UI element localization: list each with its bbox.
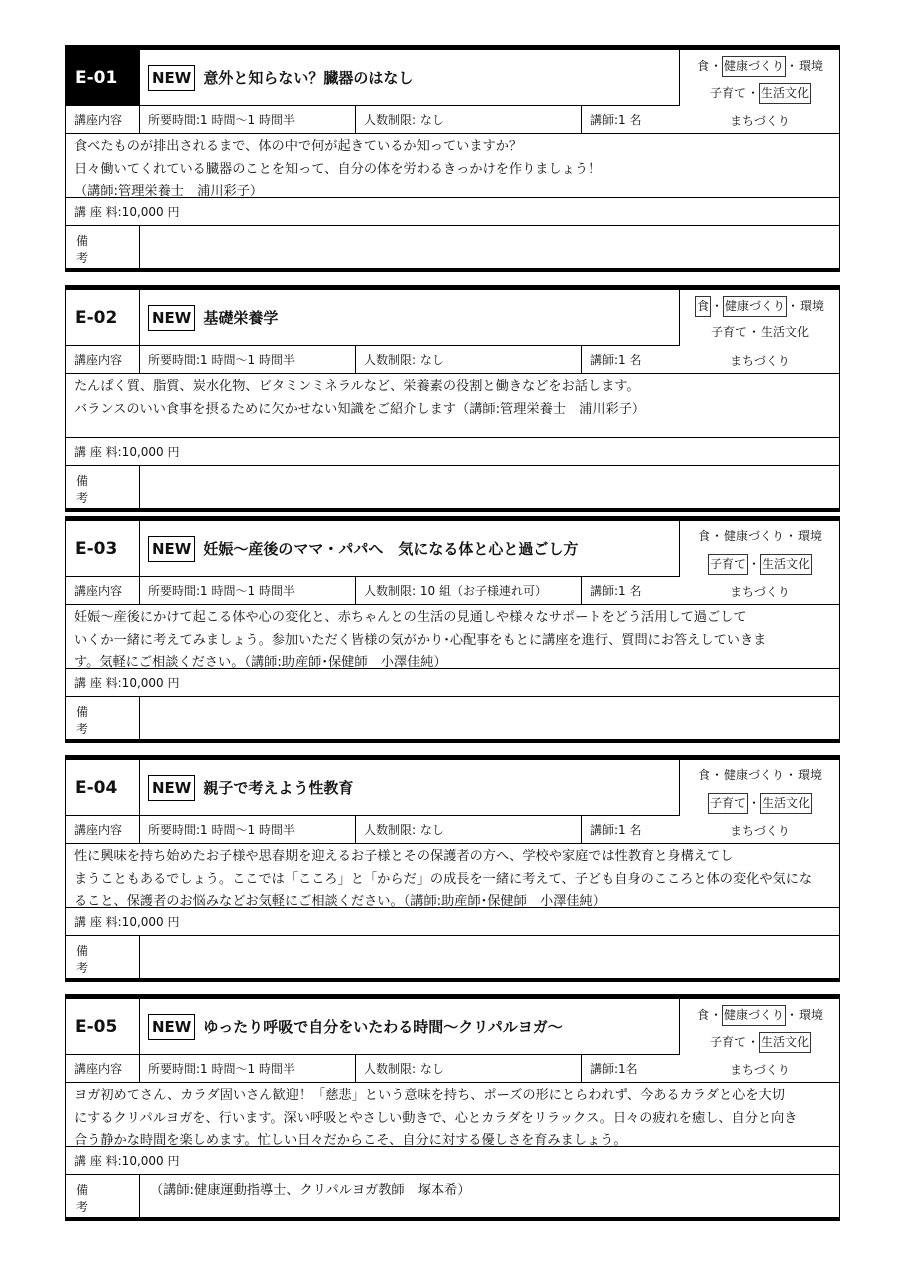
- category-tag-env: 環境: [800, 299, 825, 313]
- capacity: 人数制限: なし: [356, 106, 582, 133]
- category-separator: ・: [709, 1008, 722, 1022]
- title-cell: [140, 521, 680, 577]
- duration: 所要時間:1 時間～1 時間半: [140, 577, 356, 604]
- content-label: 講座内容: [66, 106, 140, 133]
- category-line: [680, 83, 840, 104]
- category-line: [680, 56, 840, 77]
- course-code: E-05: [66, 999, 140, 1055]
- description-line: （講師:管理栄養士 浦川彩子）: [74, 184, 264, 199]
- category-line: [680, 1061, 840, 1080]
- description-line: にするクリパルヨガを、行います。深い呼吸とやさしい動きで、心とカラダをリラックス。日々の疲れを癒し、自分と向き: [74, 1110, 798, 1126]
- duration: 所要時間:1 時間～1 時間半: [140, 346, 356, 373]
- category-line: [680, 352, 840, 371]
- course-description: [66, 1083, 839, 1147]
- info-row: [66, 346, 680, 374]
- new-badge: NEW: [148, 775, 195, 801]
- category-line: [680, 323, 840, 342]
- course-card: [65, 45, 840, 272]
- fee-value: :10,000 円: [117, 676, 180, 690]
- category-tag-env: 環境: [799, 1008, 824, 1022]
- course-description: [66, 374, 839, 438]
- description-line: たんぱく質、脂質、炭水化物、ビタミンミネラルなど、栄養素の役割と働きなどをお話します。: [74, 379, 640, 394]
- duration: 所要時間:1 時間～1 時間半: [140, 106, 356, 133]
- course-description: [66, 844, 839, 908]
- description-line: 合う静かな時間を楽しめます。忙しい日々だからこそ、自分に対する優しさを育みましょう。: [74, 1133, 627, 1148]
- category-panel: [680, 290, 840, 374]
- category-line: [680, 554, 840, 575]
- category-tag-food: 食: [697, 529, 710, 543]
- fee-value: :10,000 円: [117, 1154, 180, 1168]
- fee-label: 講 座 料: [74, 445, 118, 459]
- content-label: 講座内容: [66, 346, 140, 373]
- fee-value: :10,000 円: [117, 445, 180, 459]
- course-code: E-01: [66, 50, 140, 106]
- category-tag-culture: 生活文化: [759, 83, 811, 104]
- category-tag-food: 食: [697, 768, 710, 782]
- category-separator: ・: [710, 299, 723, 313]
- category-tag-child: 子育て: [709, 86, 746, 100]
- lecturer-count: 講師:1 名: [590, 823, 642, 837]
- new-badge: NEW: [148, 305, 195, 331]
- fee-row: [66, 908, 839, 936]
- category-tag-food: 食: [696, 1008, 709, 1022]
- duration: 所要時間:1 時間～1 時間半: [140, 1055, 356, 1082]
- note-row: [66, 1175, 839, 1221]
- category-tag-culture: 生活文化: [760, 793, 812, 814]
- category-tag-health: 健康づくり: [723, 768, 784, 782]
- course-description: [66, 134, 839, 198]
- category-line: [680, 583, 840, 602]
- category-tag-child: 子育て: [709, 1035, 746, 1049]
- capacity: 人数制限: なし: [356, 816, 582, 843]
- fee-row: [66, 1147, 839, 1175]
- lecturer-count: 講師:1名: [590, 1062, 638, 1076]
- description-line: 日々働いてくれている臓器のことを知って、自分の体を労わるきっかけを作りましょう！: [74, 161, 602, 177]
- note-row: [66, 226, 839, 272]
- course-code: E-02: [66, 290, 140, 346]
- lecturer-count: 講師:1 名: [590, 353, 642, 367]
- category-tag-culture: 生活文化: [761, 325, 810, 339]
- note-label: 備 考: [66, 226, 140, 272]
- category-tag-health: 健康づくり: [722, 1005, 786, 1026]
- note-row: [66, 466, 839, 512]
- category-panel: [680, 999, 840, 1083]
- description-line: 妊娠～産後にかけて起こる体や心の変化と、赤ちゃんとの生活の見通しや様々なサポートをどう活用して過ごして: [74, 610, 747, 625]
- info-row: [66, 1055, 680, 1083]
- capacity: 人数制限: なし: [356, 1055, 582, 1082]
- course-card: [65, 516, 840, 743]
- category-tag-health: 健康づくり: [723, 296, 787, 317]
- course-code: E-03: [66, 521, 140, 577]
- note-label: 備 考: [66, 697, 140, 743]
- content-label: 講座内容: [66, 1055, 140, 1082]
- category-separator: ・: [747, 557, 760, 571]
- category-separator: ・: [746, 86, 759, 100]
- category-tag-health: 健康づくり: [723, 529, 784, 543]
- category-tag-town: まちづくり: [730, 824, 790, 838]
- course-title: 妊娠～産後のママ・パパへ 気になる体と心と過ごし方: [203, 540, 579, 558]
- content-label: 講座内容: [66, 577, 140, 604]
- title-cell: [140, 999, 680, 1055]
- category-tag-env: 環境: [798, 529, 823, 543]
- category-separator: ・: [709, 59, 722, 73]
- course-title: 親子で考えよう性教育: [203, 779, 354, 797]
- fee-row: [66, 198, 839, 226]
- note-label: 備 考: [66, 1175, 140, 1221]
- category-tag-culture: 生活文化: [759, 1032, 811, 1053]
- capacity: 人数制限: なし: [356, 346, 582, 373]
- category-tag-env: 環境: [799, 59, 824, 73]
- category-tag-health: 健康づくり: [722, 56, 786, 77]
- description-line: バランスのいい食事を摂るために欠かせない知識をご紹介します（講師:管理栄養士 浦川彩子）: [74, 401, 646, 417]
- course-code: E-04: [66, 760, 140, 816]
- category-separator: ・: [786, 1008, 799, 1022]
- category-tag-food: 食: [696, 59, 709, 73]
- course-title: 意外と知らない？臓器のはなし: [203, 69, 414, 87]
- course-card: [65, 994, 840, 1221]
- new-badge: NEW: [148, 65, 195, 91]
- title-cell: [140, 290, 680, 346]
- category-tag-child: 子育て: [708, 793, 748, 814]
- category-tag-town: まちづくり: [730, 354, 790, 368]
- course-title: ゆったり呼吸で自分をいたわる時間～クリパルヨガ～: [203, 1018, 563, 1036]
- description-line: ること、保護者のお悩みなどお気軽にご相談ください。（講師:助産師･保健師 小澤佳純）: [74, 894, 606, 909]
- fee-label: 講 座 料: [74, 1154, 118, 1168]
- category-separator: ・: [710, 529, 723, 543]
- category-panel: [680, 50, 840, 134]
- description-line: 性に興味を持ち始めたお子様や思春期を迎えるお子様とその保護者の方へ、学校や家庭では性教育と身構えてし: [74, 849, 734, 864]
- category-separator: ・: [785, 768, 798, 782]
- category-panel: [680, 760, 840, 844]
- category-line: [680, 296, 840, 317]
- fee-value: :10,000 円: [117, 915, 180, 929]
- category-line: [680, 112, 840, 131]
- category-separator: ・: [747, 325, 760, 339]
- fee-label: 講 座 料: [74, 676, 118, 690]
- fee-row: [66, 438, 839, 466]
- note-label: 備 考: [66, 936, 140, 982]
- lecturer-count: 講師:1 名: [590, 113, 642, 127]
- category-separator: ・: [785, 529, 798, 543]
- info-row: [66, 106, 680, 134]
- fee-label: 講 座 料: [74, 205, 118, 219]
- course-description: [66, 605, 839, 669]
- category-tag-town: まちづくり: [730, 114, 790, 128]
- category-separator: ・: [710, 768, 723, 782]
- category-tag-town: まちづくり: [730, 1063, 790, 1077]
- category-tag-town: まちづくり: [730, 585, 790, 599]
- category-line: [680, 793, 840, 814]
- category-line: [680, 822, 840, 841]
- description-line: まうこともあるでしょう。ここでは「こころ」と「からだ」の成長を一緒に考えて、子ども自身のこころと体の変化や気にな: [74, 871, 813, 887]
- course-card: [65, 755, 840, 982]
- fee-row: [66, 669, 839, 697]
- lecturer-count: 講師:1 名: [590, 584, 642, 598]
- category-tag-culture: 生活文化: [760, 554, 812, 575]
- note-label: 備 考: [66, 466, 140, 512]
- note-row: [66, 697, 839, 743]
- category-line: [680, 1032, 840, 1053]
- note-text: （講師:健康運動指導士、クリパルヨガ教師 塚本希）: [150, 1183, 471, 1198]
- info-row: [66, 577, 680, 605]
- fee-value: :10,000 円: [117, 205, 180, 219]
- category-separator: ・: [746, 1035, 759, 1049]
- description-line: ヨガ初めてさん、カラダ固いさん歓迎！「慈悲」という意味を持ち、ポーズの形にとらわれず、今あるカラダと心を大切: [74, 1088, 785, 1103]
- capacity: 人数制限: 10 組（お子様連れ可）: [356, 577, 582, 604]
- category-tag-env: 環境: [798, 768, 823, 782]
- new-badge: NEW: [148, 536, 195, 562]
- fee-label: 講 座 料: [74, 915, 118, 929]
- description-line: 食べたものが排出されるまで、体の中で何が起きているか知っていますか？: [74, 139, 523, 154]
- content-label: 講座内容: [66, 816, 140, 843]
- category-line: [680, 1005, 840, 1026]
- category-line: [680, 527, 840, 546]
- category-tag-food: 食: [695, 296, 711, 317]
- description-line: いくか一緒に考えてみましょう。参加いただく皆様の気がかり･心配事をもとに講座を進行、質問にお答えしていきま: [74, 632, 767, 648]
- category-panel: [680, 521, 840, 605]
- title-cell: [140, 50, 680, 106]
- category-tag-child: 子育て: [710, 325, 747, 339]
- course-title: 基礎栄養学: [203, 309, 279, 327]
- category-separator: ・: [747, 796, 760, 810]
- info-row: [66, 816, 680, 844]
- category-separator: ・: [786, 59, 799, 73]
- category-separator: ・: [787, 299, 800, 313]
- category-tag-child: 子育て: [708, 554, 748, 575]
- title-cell: [140, 760, 680, 816]
- note-row: [66, 936, 839, 982]
- new-badge: NEW: [148, 1014, 195, 1040]
- course-card: [65, 285, 840, 512]
- duration: 所要時間:1 時間～1 時間半: [140, 816, 356, 843]
- description-line: す。気軽にご相談ください。（講師:助産師･保健師 小澤佳純）: [74, 655, 447, 670]
- category-line: [680, 766, 840, 785]
